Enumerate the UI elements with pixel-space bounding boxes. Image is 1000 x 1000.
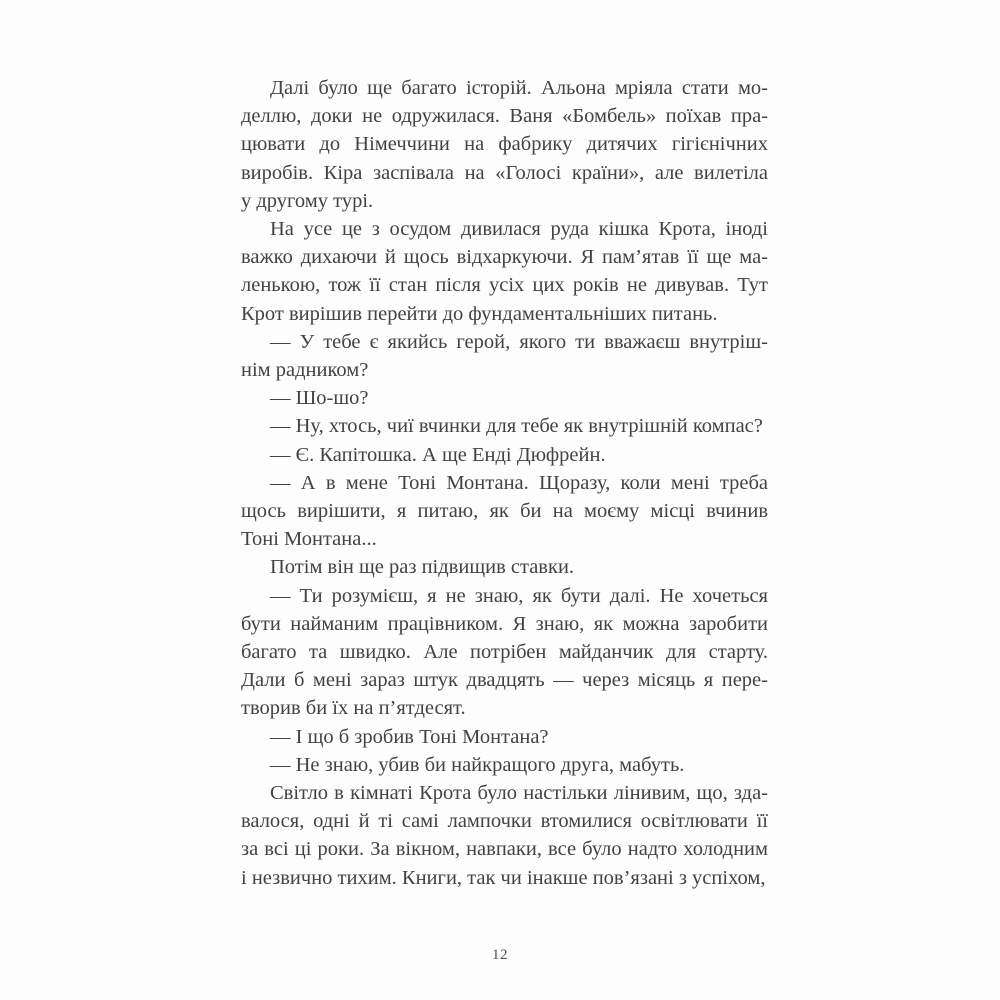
text-line: валося, одні й ті самі лампочки втомилися освітлювати її xyxy=(241,810,768,833)
page-number: 12 xyxy=(492,947,508,963)
text-line: бути найманим працівником. Я знаю, як можна заробити xyxy=(241,612,768,635)
text-line: Світло в кімнаті Крота було настільки лінивим, що, зда- xyxy=(270,782,768,805)
text-line: — Не знаю, убив би найкращого друга, мабуть. xyxy=(270,753,685,776)
paragraph xyxy=(241,74,768,215)
text-line: — А в мене Тоні Монтана. Щоразу, коли мені треба xyxy=(270,471,768,494)
paragraph xyxy=(241,723,768,751)
text-line: щось вирішити, я питаю, як би на моєму місці вчинив xyxy=(241,500,768,523)
text-line: Крот вирішив перейти до фундаментальніших питань. xyxy=(241,302,718,325)
text-line: і незвично тихим. Книги, так чи інакше пов’язані з успіхом, xyxy=(241,866,766,889)
paragraph xyxy=(241,328,768,384)
paragraph xyxy=(241,441,768,469)
text-line: — Шо-шо? xyxy=(270,387,369,410)
paragraph xyxy=(241,751,768,779)
text-line: — І що б зробив Тоні Монтана? xyxy=(270,725,549,748)
paragraph xyxy=(241,384,768,412)
paragraph xyxy=(241,412,768,440)
text-line: — Є. Капітошка. А ще Енді Дюфрейн. xyxy=(270,443,606,466)
text-line: важко дихаючи й щось відхаркуючи. Я пам’ятав її ще ма- xyxy=(241,246,768,269)
text-line: творив би їх на п’ятдесят. xyxy=(241,697,466,720)
text-line: виробів. Кіра заспівала на «Голосі країни», але вилетіла xyxy=(241,161,768,184)
text-line: ленькою, тож її стан після усіх цих років не дивував. Тут xyxy=(241,274,768,297)
text-line: цювати до Німеччини на фабрику дитячих гігієнічних xyxy=(241,133,768,156)
text-line: Дали б мені зараз штук двадцять — через місяць я пере- xyxy=(241,669,768,692)
text-line: Далі було ще багато історій. Альона мріяла стати мо- xyxy=(270,77,768,99)
text-column xyxy=(241,74,768,892)
paragraph xyxy=(241,779,768,892)
text-line: багато та швидко. Але потрібен майданчик для старту. xyxy=(241,641,768,664)
text-line: Потім він ще раз підвищив ставки. xyxy=(270,556,575,579)
paragraph xyxy=(241,215,768,328)
text-line: — Ну, хтось, чиї вчинки для тебе як внутрішній компас? xyxy=(270,415,763,438)
text-line: за всі ці роки. За вікном, навпаки, все було надто холодним xyxy=(241,838,768,861)
text-line: На усе це з осудом дивилася руда кішка Крота, іноді xyxy=(270,218,768,241)
text-line: — У тебе є якийсь герой, якого ти вважаєш внутріш- xyxy=(270,330,768,353)
paragraph xyxy=(241,469,768,554)
paragraph xyxy=(241,553,768,581)
text-line: Тоні Монтана... xyxy=(241,528,377,551)
text-line: нім радником? xyxy=(241,359,369,382)
paragraph xyxy=(241,582,768,723)
text-line: — Ти розумієш, я не знаю, як бути далі. Не хочеться xyxy=(270,584,768,607)
text-line: у другому турі. xyxy=(241,189,374,212)
text-line: деллю, доки не одружилася. Ваня «Бомбель» поїхав пра- xyxy=(241,105,768,128)
